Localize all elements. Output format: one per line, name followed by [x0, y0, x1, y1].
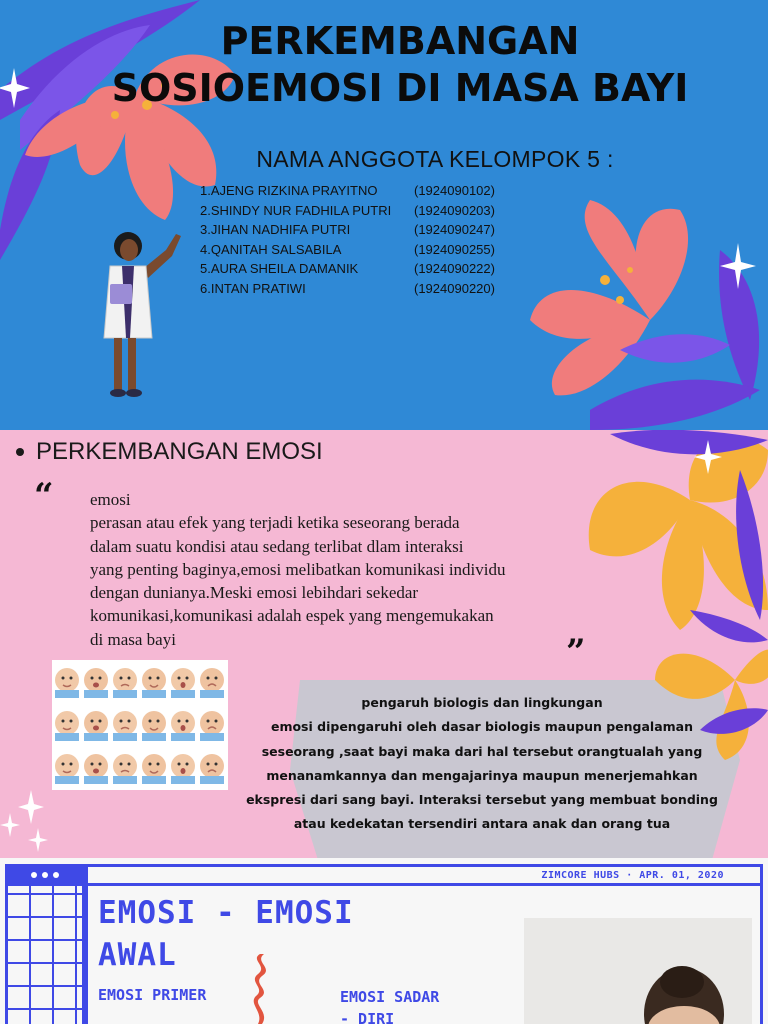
member-name: 6.INTAN PRATIWI [200, 280, 306, 296]
squiggle-decoration [250, 954, 276, 1024]
member-nim: (1924090247) [414, 222, 495, 238]
list-item [200, 240, 495, 260]
definition-line: dalam suatu kondisi atau sedang terlibat dlam interaksi [90, 536, 464, 556]
member-nim: (1924090255) [414, 241, 495, 257]
title-line-1: EMOSI - EMOSI [98, 895, 354, 931]
dot-icon [31, 872, 37, 878]
definition-line: dengan dunianya.Meski emosi lebihdari sekedar [90, 583, 419, 603]
baby-faces-image [52, 660, 228, 790]
definition-line: di masa bayi [90, 629, 176, 649]
title-line-1: PERKEMBANGAN [220, 19, 580, 63]
member-name: 4.QANITAH SALSABILA [200, 241, 342, 257]
influence-line: seseorang ,saat bayi maka dari hal tersebut orangtualah yang [261, 743, 703, 759]
member-nim: (1924090102) [414, 183, 495, 198]
grid-panel [5, 864, 85, 1024]
member-name: 3.JIHAN NADHIFA PUTRI [200, 222, 351, 238]
slide-title [98, 892, 354, 976]
photo-image [524, 918, 752, 1024]
member-name: 1.AJENG RIZKINA PRAYITNO [200, 183, 378, 198]
list-item [200, 220, 495, 240]
window-dots [5, 864, 85, 886]
heading-text: PERKEMBANGAN EMOSI [36, 438, 323, 465]
member-nim: (1924090222) [414, 261, 495, 277]
definition-line: komunikasi,komunikasi adalah espek yang mengemukakan [90, 606, 494, 626]
influence-text [228, 691, 736, 837]
open-quote-icon: “ [34, 476, 54, 516]
dot-icon [42, 872, 48, 878]
list-item [200, 181, 495, 201]
definition-line: yang penting baginya,emosi melibatkan komunikasi individu [90, 559, 506, 579]
emotion-definition [90, 488, 600, 651]
slide-emotion-development [0, 430, 768, 858]
page-title [60, 18, 740, 112]
list-item [200, 201, 495, 221]
definition-line: perasan atau efek yang terjadi ketika seseorang berada [90, 513, 460, 533]
emotion-self-conscious-label [340, 986, 490, 1024]
bullet-icon [16, 448, 24, 456]
label-line: - DIRI [340, 1010, 395, 1024]
title-line-2: AWAL [98, 937, 177, 973]
label-line: EMOSI SADAR [340, 988, 440, 1006]
member-nim: (1924090220) [414, 280, 495, 296]
emotion-primary-label: EMOSI PRIMER [98, 986, 207, 1004]
member-name: 5.AURA SHEILA DAMANIK [200, 261, 359, 277]
definition-line: emosi [90, 490, 131, 509]
teacher-illustration [96, 228, 191, 403]
influence-line: ekspresi dari sang bayi. Interaksi tersebut yang membuat bonding [246, 792, 718, 808]
member-list [200, 181, 495, 299]
influence-line: emosi dipengaruhi oleh dasar biologis maupun pengalaman [270, 719, 694, 735]
header-meta: ZIMCORE HUBS · APR. 01, 2020 [541, 870, 724, 881]
influence-line: atau kedekatan tersendiri antara anak dan orang tua [293, 816, 671, 832]
list-item [200, 259, 495, 279]
member-nim: (1924090203) [414, 202, 495, 218]
slide-early-emotions [0, 858, 768, 1024]
close-quote-icon: ” [566, 632, 586, 672]
influence-line: menanamkannya dan mengajarinya maupun menerjemahkan [266, 767, 698, 783]
list-item [200, 279, 495, 299]
slide-title [0, 0, 768, 430]
dot-icon [53, 872, 59, 878]
influence-line: pengaruh biologis dan lingkungan [361, 695, 603, 710]
members-heading: NAMA ANGGOTA KELOMPOK 5 : [256, 146, 614, 172]
title-line-2: SOSIOEMOSI DI MASA BAYI [111, 66, 689, 110]
member-name: 2.SHINDY NUR FADHILA PUTRI [200, 202, 392, 218]
section-heading [16, 438, 323, 466]
